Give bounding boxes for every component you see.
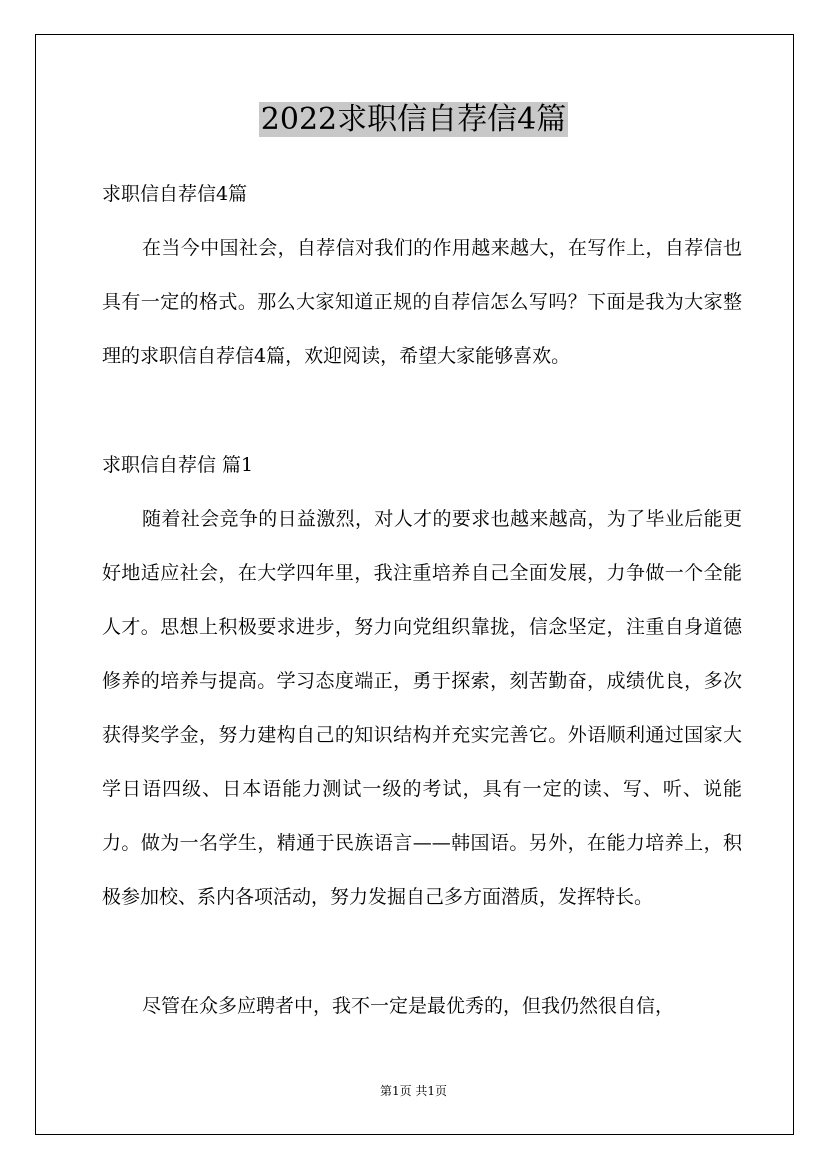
section-1-heading: 求职信自荐信 篇1 <box>102 454 254 476</box>
subtitle: 求职信自荐信4篇 <box>102 183 248 205</box>
page-footer: 第1页 共1页 <box>379 1084 448 1098</box>
section-1-paragraph-1: 随着社会竞争的日益激烈，对人才的要求也越来越高，为了毕业后能更好地适应社会，在大学四年里，我注重培养自己全面发展，力争做一个全能人才。思想上积极要求进步，努力向党组织靠拢，信念坚定，注重自身道德修养的培养与提高。学习态度端正，勇于探索，刻苦勤奋，成绩优良，多次获得奖学金，努力建构自己的知识结构并充实完善它。外语顺利通过国家大学日语四级、日本语能力测试一级的考试，具有一定的读、写、听、说能力。做为一名学生，精通于民族语言——韩国语。另外，在能力培养上，积极参加校、系内各项活动，努力发掘自己多方面潜质，发挥特长。 <box>102 508 742 908</box>
section-1-paragraph-2: 尽管在众多应聘者中，我不一定是最优秀的，但我仍然很自信， <box>142 995 675 1017</box>
document-title <box>0 98 827 142</box>
intro-paragraph: 在当今中国社会，自荐信对我们的作用越来越大，在写作上，自荐信也具有一定的格式。那么大家知道正规的自荐信怎么写吗？下面是我为大家整理的求职信自荐信4篇，欢迎阅读，希望大家能够喜欢。 <box>102 237 742 367</box>
document-title-text: 2022求职信自荐信4篇 <box>260 102 567 137</box>
